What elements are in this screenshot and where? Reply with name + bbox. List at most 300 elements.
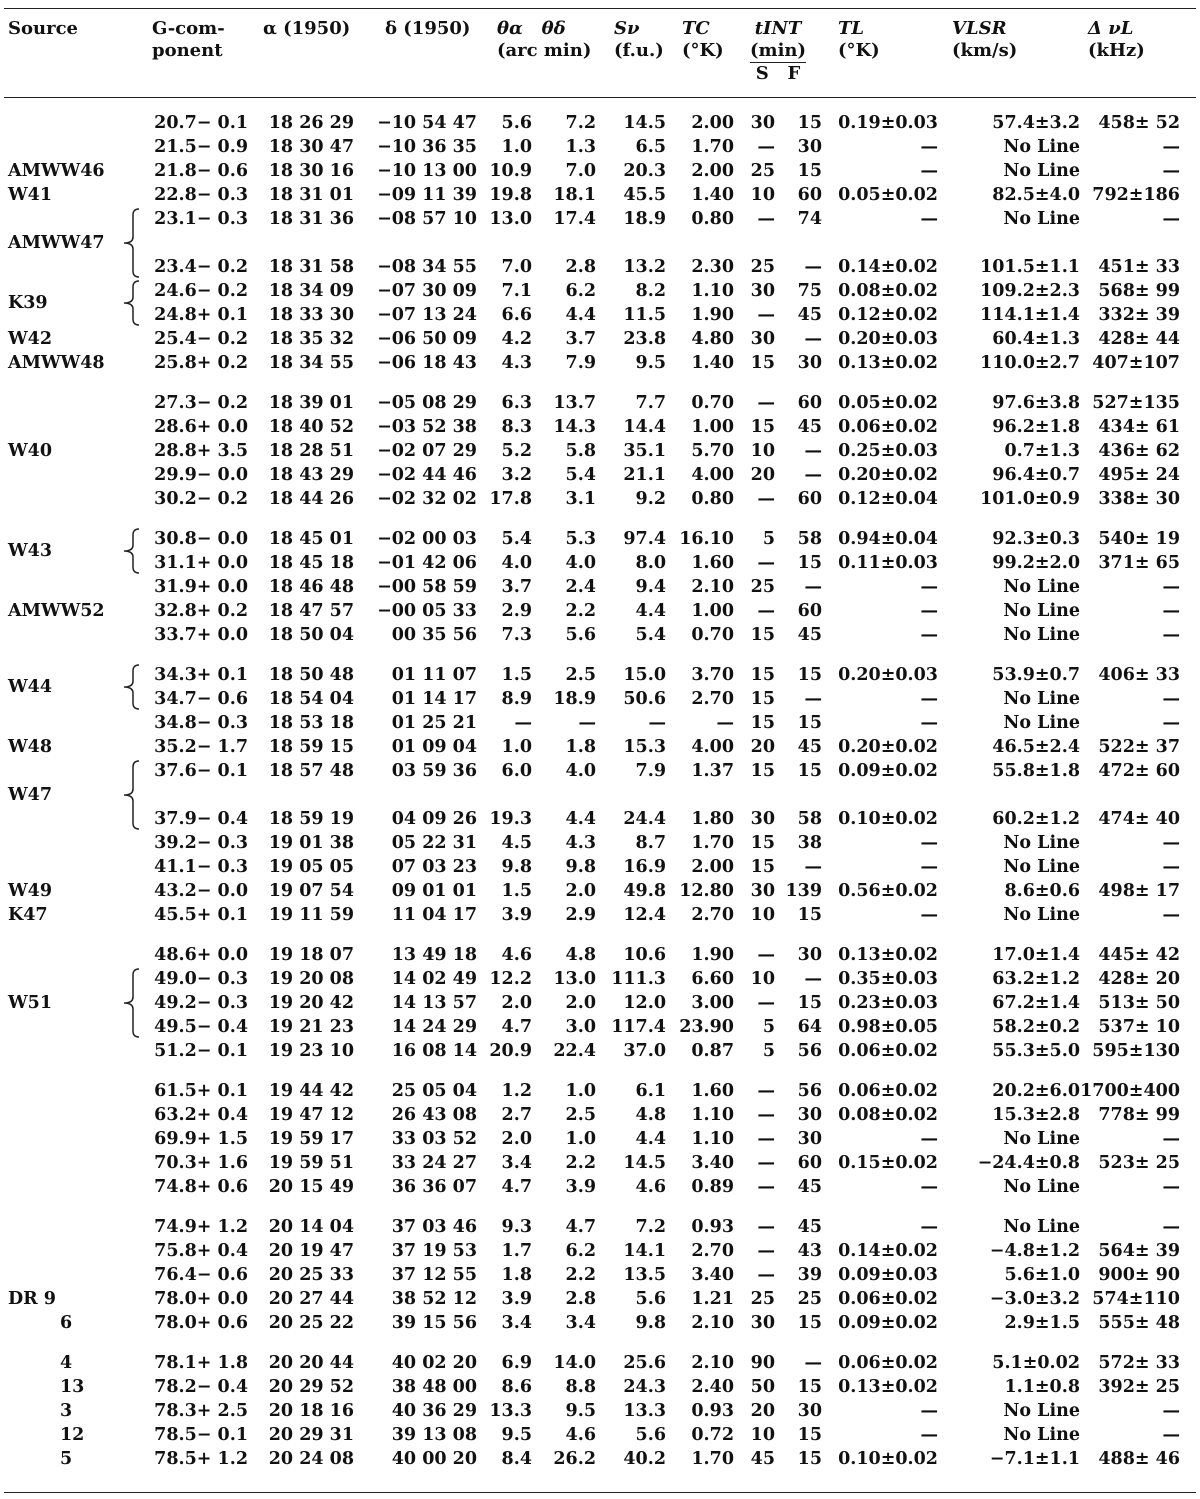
table-cell-tf: 60 <box>797 489 822 509</box>
table-cell-v: No Line <box>1003 577 1080 597</box>
table-cell-s: 9.2 <box>635 489 666 509</box>
table-cell-v: 96.2±1.8 <box>992 417 1080 437</box>
table-cell-s: 11.5 <box>623 305 666 325</box>
brace <box>124 529 139 573</box>
table-cell-td: 2.8 <box>565 1289 596 1309</box>
table-cell-ts: 5 <box>762 1041 775 1061</box>
table-cell-dec: −10 54 47 <box>377 113 477 133</box>
table-cell-tc: 1.40 <box>691 353 734 373</box>
table-cell-ra: 18 44 26 <box>268 489 354 509</box>
table-cell-tc: 3.40 <box>691 1153 734 1173</box>
table-cell-td: 2.0 <box>565 881 596 901</box>
table-cell-ra: 20 19 47 <box>268 1241 354 1261</box>
table-cell-dec: −08 34 55 <box>377 257 477 277</box>
table-cell-tf: — <box>804 441 822 461</box>
source-label: AMWW47 <box>8 233 105 253</box>
table-cell-tc: 3.70 <box>691 665 734 685</box>
table-cell-tl: 0.09±0.03 <box>838 1265 938 1285</box>
table-cell-s: 4.4 <box>635 1129 666 1149</box>
table-cell-tf: 43 <box>797 1241 822 1261</box>
table-cell-ts: — <box>757 1153 775 1173</box>
brace <box>124 969 139 1037</box>
table-cell-ta: 12.2 <box>489 969 532 989</box>
table-cell-tf: 15 <box>797 761 822 781</box>
table-cell-td: 2.5 <box>565 1105 596 1125</box>
table-cell-tc: — <box>716 713 734 733</box>
table-cell-tl: 0.20±0.03 <box>838 329 938 349</box>
table-cell-dec: 01 09 04 <box>391 737 477 757</box>
table-cell-dec: −06 18 43 <box>377 353 477 373</box>
table-cell-ra: 18 46 48 <box>268 577 354 597</box>
table-cell-tf: 15 <box>797 713 822 733</box>
table-cell-tl: 0.12±0.02 <box>838 305 938 325</box>
table-cell-td: 4.6 <box>565 1425 596 1445</box>
table-cell-v: 57.4±3.2 <box>992 113 1080 133</box>
table-cell-td: 9.8 <box>565 857 596 877</box>
header-tc: TC (°K) <box>682 18 724 61</box>
table-cell-dn: — <box>1162 1177 1180 1197</box>
table-cell-ra: 18 39 01 <box>268 393 354 413</box>
table-cell-ra: 20 15 49 <box>268 1177 354 1197</box>
brace <box>124 761 139 829</box>
table-cell-dec: 38 52 12 <box>391 1289 477 1309</box>
table-cell-ts: 25 <box>750 257 775 277</box>
table-cell-tc: 0.70 <box>691 625 734 645</box>
table-cell-ra: 19 20 08 <box>268 969 354 989</box>
table-cell-dn: 564± 39 <box>1098 1241 1180 1261</box>
table-cell-s: 49.8 <box>623 881 666 901</box>
table-cell-ta: 5.4 <box>501 529 532 549</box>
table-cell-s: 6.1 <box>635 1081 666 1101</box>
table-cell-ra: 18 30 16 <box>268 161 354 181</box>
table-cell-dn: 451± 33 <box>1098 257 1180 277</box>
table-cell-dn: — <box>1162 1401 1180 1421</box>
table-cell-td: 2.2 <box>565 1265 596 1285</box>
table-cell-ts: 15 <box>750 713 775 733</box>
table-cell-v: No Line <box>1003 601 1080 621</box>
table-cell-dn: — <box>1162 1129 1180 1149</box>
table-cell-dec: 39 13 08 <box>391 1425 477 1445</box>
table-cell-tl: 0.09±0.02 <box>838 761 938 781</box>
table-cell-g: 31.9+ 0.0 <box>154 577 248 597</box>
table-cell-ta: 4.7 <box>501 1017 532 1037</box>
brace <box>124 665 139 709</box>
source-label: W49 <box>8 881 53 901</box>
table-cell-ts: 10 <box>750 969 775 989</box>
table-cell-tc: 5.70 <box>691 441 734 461</box>
table-cell-tl: 0.35±0.03 <box>838 969 938 989</box>
table-cell-v: 53.9±0.7 <box>992 665 1080 685</box>
table-cell-tc: 6.60 <box>691 969 734 989</box>
table-cell-v: 60.2±1.2 <box>992 809 1080 829</box>
table-cell-dec: −08 57 10 <box>377 209 477 229</box>
table-cell-tc: 1.60 <box>691 1081 734 1101</box>
table-cell-ts: 15 <box>750 833 775 853</box>
table-cell-tc: 0.80 <box>691 489 734 509</box>
table-cell-s: 7.7 <box>635 393 666 413</box>
table-cell-g: 25.4− 0.2 <box>154 329 248 349</box>
table-cell-g: 78.5− 0.1 <box>154 1425 248 1445</box>
table-cell-v: No Line <box>1003 161 1080 181</box>
table-cell-s: 111.3 <box>611 969 666 989</box>
table-cell-tl: — <box>920 1401 938 1421</box>
table-cell-dec: −07 30 09 <box>377 281 477 301</box>
table-cell-tf: 74 <box>797 209 822 229</box>
table-cell-g: 29.9− 0.0 <box>154 465 248 485</box>
table-cell-ts: 15 <box>750 353 775 373</box>
table-cell-tl: — <box>920 161 938 181</box>
table-cell-ta: 8.9 <box>501 689 532 709</box>
table-cell-ra: 18 47 57 <box>268 601 354 621</box>
source-label: W47 <box>8 785 53 805</box>
table-cell-v: 8.6±0.6 <box>1004 881 1080 901</box>
table-cell-s: 25.6 <box>623 1353 666 1373</box>
table-cell-tf: — <box>804 577 822 597</box>
table-cell-td: 1.8 <box>565 737 596 757</box>
table-cell-dec: −02 00 03 <box>377 529 477 549</box>
table-cell-dn: 540± 19 <box>1098 529 1180 549</box>
table-cell-s: 13.3 <box>623 1401 666 1421</box>
table-cell-tf: 45 <box>797 1177 822 1197</box>
table-cell-td: 6.2 <box>565 281 596 301</box>
table-cell-g: 39.2− 0.3 <box>154 833 248 853</box>
table-cell-tc: 1.10 <box>691 1129 734 1149</box>
table-cell-s: 40.2 <box>623 1449 666 1469</box>
table-cell-dec: −10 13 00 <box>377 161 477 181</box>
table-cell-dn: 407±107 <box>1092 353 1180 373</box>
table-cell-tl: 0.06±0.02 <box>838 417 938 437</box>
table-cell-tl: 0.14±0.02 <box>838 1241 938 1261</box>
table-cell-ts: — <box>757 209 775 229</box>
table-cell-dn: — <box>1162 689 1180 709</box>
table-cell-ta: 13.0 <box>489 209 532 229</box>
table-cell-ta: 1.0 <box>501 737 532 757</box>
table-cell-v: No Line <box>1003 137 1080 157</box>
table-cell-tf: 30 <box>797 1129 822 1149</box>
table-cell-ts: 5 <box>762 529 775 549</box>
table-cell-dn: 434± 61 <box>1098 417 1180 437</box>
source-label: W43 <box>8 541 53 561</box>
table-cell-tf: 15 <box>797 1425 822 1445</box>
table-cell-ta: 1.0 <box>501 137 532 157</box>
table-cell-g: 49.2− 0.3 <box>154 993 248 1013</box>
bottom-rule <box>4 1492 1196 1493</box>
table-cell-tc: 4.00 <box>691 737 734 757</box>
table-cell-g: 35.2− 1.7 <box>154 737 248 757</box>
table-cell-dec: 37 12 55 <box>391 1265 477 1285</box>
table-cell-tf: 15 <box>797 1449 822 1469</box>
table-cell-dec: 03 59 36 <box>391 761 477 781</box>
table-cell-dec: 14 13 57 <box>391 993 477 1013</box>
header-alpha: α (1950) <box>263 18 351 39</box>
table-cell-tl: 0.06±0.02 <box>838 1289 938 1309</box>
table-cell-td: 4.0 <box>565 553 596 573</box>
table-cell-g: 51.2− 0.1 <box>154 1041 248 1061</box>
table-cell-td: 7.2 <box>565 113 596 133</box>
table-cell-ta: 5.2 <box>501 441 532 461</box>
table-cell-tc: 2.10 <box>691 577 734 597</box>
table-cell-s: 8.2 <box>635 281 666 301</box>
table-cell-ta: 1.7 <box>501 1241 532 1261</box>
table-cell-ts: — <box>757 393 775 413</box>
table-cell-dn: 527±135 <box>1092 393 1180 413</box>
table-cell-ta: 7.1 <box>501 281 532 301</box>
table-cell-ts: — <box>757 945 775 965</box>
table-cell-tl: — <box>920 625 938 645</box>
table-cell-tf: 39 <box>797 1265 822 1285</box>
table-cell-s: 14.1 <box>623 1241 666 1261</box>
table-cell-tc: 1.10 <box>691 1105 734 1125</box>
table-cell-s: 7.9 <box>635 761 666 781</box>
table-cell-g: 49.5− 0.4 <box>154 1017 248 1037</box>
table-cell-ta: 6.9 <box>501 1353 532 1373</box>
table-cell-ta: 8.6 <box>501 1377 532 1397</box>
table-cell-ts: 15 <box>750 417 775 437</box>
table-cell-tf: 60 <box>797 601 822 621</box>
source-label: DR 9 <box>8 1289 56 1309</box>
table-cell-s: 9.4 <box>635 577 666 597</box>
table-cell-dec: 01 11 07 <box>391 665 477 685</box>
table-cell-ts: — <box>757 1265 775 1285</box>
table-cell-td: 3.1 <box>565 489 596 509</box>
table-cell-tc: 0.70 <box>691 393 734 413</box>
table-cell-ta: 4.2 <box>501 329 532 349</box>
table-cell-td: 4.0 <box>565 761 596 781</box>
table-cell-dec: 11 04 17 <box>391 905 477 925</box>
table-cell-ts: 5 <box>762 1017 775 1037</box>
table-cell-dn: 523± 25 <box>1098 1153 1180 1173</box>
table-cell-dn: — <box>1162 713 1180 733</box>
table-cell-s: 24.4 <box>623 809 666 829</box>
table-cell-td: 7.0 <box>565 161 596 181</box>
table-cell-tc: 1.90 <box>691 305 734 325</box>
table-cell-ra: 18 43 29 <box>268 465 354 485</box>
table-cell-ts: 25 <box>750 577 775 597</box>
table-cell-td: 22.4 <box>553 1041 596 1061</box>
table-cell-v: 97.6±3.8 <box>992 393 1080 413</box>
table-cell-dn: 537± 10 <box>1098 1017 1180 1037</box>
table-cell-dec: 07 03 23 <box>391 857 477 877</box>
table-cell-ta: 3.4 <box>501 1313 532 1333</box>
table-cell-tf: 56 <box>797 1041 822 1061</box>
table-cell-ta: 9.3 <box>501 1217 532 1237</box>
table-cell-ra: 19 01 38 <box>268 833 354 853</box>
table-cell-s: 4.6 <box>635 1177 666 1197</box>
table-cell-td: 17.4 <box>553 209 596 229</box>
table-cell-ra: 18 34 09 <box>268 281 354 301</box>
table-cell-tf: 75 <box>797 281 822 301</box>
table-cell-ra: 18 35 32 <box>268 329 354 349</box>
table-cell-dn: 513± 50 <box>1098 993 1180 1013</box>
table-cell-td: 4.4 <box>565 305 596 325</box>
table-cell-td: — <box>578 713 596 733</box>
table-cell-tf: 64 <box>797 1017 822 1037</box>
table-cell-v: 5.6±1.0 <box>1004 1265 1080 1285</box>
table-cell-ts: 45 <box>750 1449 775 1469</box>
table-cell-g: 74.9+ 1.2 <box>154 1217 248 1237</box>
table-cell-s: 9.8 <box>635 1313 666 1333</box>
table-cell-tf: — <box>804 857 822 877</box>
table-cell-ts: — <box>757 601 775 621</box>
table-cell-s: 13.2 <box>623 257 666 277</box>
table-cell-td: 4.7 <box>565 1217 596 1237</box>
table-cell-tl: 0.06±0.02 <box>838 1353 938 1373</box>
table-cell-ta: 7.3 <box>501 625 532 645</box>
table-cell-ts: — <box>757 553 775 573</box>
table-cell-td: 8.8 <box>565 1377 596 1397</box>
table-cell-dn: — <box>1162 833 1180 853</box>
table-cell-v: 2.9±1.5 <box>1004 1313 1080 1333</box>
table-cell-ta: 5.6 <box>501 113 532 133</box>
table-cell-ta: — <box>514 713 532 733</box>
header-gcomp: G-com- ponent <box>152 18 225 61</box>
table-cell-dn: — <box>1162 1217 1180 1237</box>
table-cell-tc: 2.10 <box>691 1313 734 1333</box>
table-cell-ra: 18 54 04 <box>268 689 354 709</box>
table-cell-dec: 01 14 17 <box>391 689 477 709</box>
table-cell-ra: 19 20 42 <box>268 993 354 1013</box>
table-cell-tf: 45 <box>797 417 822 437</box>
table-cell-ta: 3.4 <box>501 1153 532 1173</box>
table-cell-tc: 2.00 <box>691 113 734 133</box>
table-cell-s: 21.1 <box>623 465 666 485</box>
table-cell-dn: 595±130 <box>1092 1041 1180 1061</box>
table-cell-g: 30.8− 0.0 <box>154 529 248 549</box>
table-cell-ta: 8.3 <box>501 417 532 437</box>
table-cell-v: 55.8±1.8 <box>992 761 1080 781</box>
table-cell-tc: 2.00 <box>691 857 734 877</box>
table-cell-ts: — <box>757 305 775 325</box>
table-cell-tc: 4.80 <box>691 329 734 349</box>
table-cell-dec: 14 02 49 <box>391 969 477 989</box>
table-cell-ra: 18 26 29 <box>268 113 354 133</box>
table-cell-ra: 20 18 16 <box>268 1401 354 1421</box>
table-cell-dec: −02 07 29 <box>377 441 477 461</box>
table-cell-s: 24.3 <box>623 1377 666 1397</box>
table-cell-s: 37.0 <box>623 1041 666 1061</box>
table-cell-tc: 3.40 <box>691 1265 734 1285</box>
table-cell-g: 27.3− 0.2 <box>154 393 248 413</box>
table-cell-tl: 0.06±0.02 <box>838 1081 938 1101</box>
table-cell-v: 17.0±1.4 <box>992 945 1080 965</box>
table-cell-ra: 19 23 10 <box>268 1041 354 1061</box>
table-cell-tc: 2.70 <box>691 1241 734 1261</box>
table-cell-dn: 522± 37 <box>1098 737 1180 757</box>
table-cell-dec: 04 09 26 <box>391 809 477 829</box>
source-label: 3 <box>60 1401 73 1421</box>
table-cell-ra: 18 31 01 <box>268 185 354 205</box>
table-cell-ta: 9.8 <box>501 857 532 877</box>
table-cell-v: 55.3±5.0 <box>992 1041 1080 1061</box>
table-cell-dn: 371± 65 <box>1098 553 1180 573</box>
table-cell-tf: 45 <box>797 625 822 645</box>
table-cell-dec: 40 02 20 <box>391 1353 477 1373</box>
table-cell-g: 33.7+ 0.0 <box>154 625 248 645</box>
table-cell-dec: 40 00 20 <box>391 1449 477 1469</box>
table-cell-ts: 30 <box>750 1313 775 1333</box>
table-cell-ra: 19 21 23 <box>268 1017 354 1037</box>
table-cell-tc: 1.70 <box>691 137 734 157</box>
table-cell-ra: 19 18 07 <box>268 945 354 965</box>
table-cell-ra: 18 28 51 <box>268 441 354 461</box>
table-cell-tl: 0.11±0.03 <box>838 553 938 573</box>
table-cell-tc: 0.89 <box>691 1177 734 1197</box>
table-cell-tc: 1.10 <box>691 281 734 301</box>
table-cell-s: 14.5 <box>623 113 666 133</box>
table-cell-tc: 2.00 <box>691 161 734 181</box>
table-cell-g: 21.5− 0.9 <box>154 137 248 157</box>
table-cell-tf: 15 <box>797 905 822 925</box>
table-cell-g: 41.1− 0.3 <box>154 857 248 877</box>
table-cell-td: 2.8 <box>565 257 596 277</box>
table-cell-dn: 406± 33 <box>1098 665 1180 685</box>
table-cell-ra: 18 31 58 <box>268 257 354 277</box>
table-cell-ta: 4.3 <box>501 353 532 373</box>
table-cell-dn: — <box>1162 625 1180 645</box>
table-cell-dec: 37 19 53 <box>391 1241 477 1261</box>
table-cell-ra: 20 24 08 <box>268 1449 354 1469</box>
table-cell-dn: 574±110 <box>1092 1289 1180 1309</box>
table-cell-ra: 20 29 31 <box>268 1425 354 1445</box>
table-cell-ts: 25 <box>750 1289 775 1309</box>
table-cell-td: 5.6 <box>565 625 596 645</box>
table-cell-tc: 3.00 <box>691 993 734 1013</box>
table-cell-ts: — <box>757 137 775 157</box>
table-cell-ts: 15 <box>750 689 775 709</box>
table-cell-v: 63.2±1.2 <box>992 969 1080 989</box>
table-cell-ra: 19 59 51 <box>268 1153 354 1173</box>
table-cell-tf: 15 <box>797 553 822 573</box>
table-cell-tf: — <box>804 257 822 277</box>
table-cell-td: 2.9 <box>565 905 596 925</box>
table-cell-tc: 2.30 <box>691 257 734 277</box>
table-cell-tc: 1.90 <box>691 945 734 965</box>
table-cell-v: No Line <box>1003 833 1080 853</box>
table-cell-dn: 392± 25 <box>1098 1377 1180 1397</box>
table-cell-ts: 50 <box>750 1377 775 1397</box>
table-cell-tl: 0.13±0.02 <box>838 945 938 965</box>
table-cell-tl: — <box>920 833 938 853</box>
table-cell-ts: 25 <box>750 161 775 181</box>
table-cell-v: No Line <box>1003 1425 1080 1445</box>
header-dnu: Δ νL (kHz) <box>1088 18 1145 61</box>
table-cell-ts: 30 <box>750 113 775 133</box>
table-cell-g: 24.8+ 0.1 <box>154 305 248 325</box>
table-cell-ta: 20.9 <box>489 1041 532 1061</box>
table-cell-ts: 30 <box>750 281 775 301</box>
table-cell-td: 7.9 <box>565 353 596 373</box>
table-cell-dn: 474± 40 <box>1098 809 1180 829</box>
source-label: K39 <box>8 293 48 313</box>
table-cell-tl: 0.15±0.02 <box>838 1153 938 1173</box>
table-cell-tl: 0.08±0.02 <box>838 281 938 301</box>
table-cell-ta: 19.8 <box>489 185 532 205</box>
table-cell-dn: 498± 17 <box>1098 881 1180 901</box>
table-cell-dec: 13 49 18 <box>391 945 477 965</box>
table-cell-dec: −02 44 46 <box>377 465 477 485</box>
table-cell-v: 96.4±0.7 <box>992 465 1080 485</box>
table-cell-ts: 20 <box>750 1401 775 1421</box>
table-cell-dec: −00 58 59 <box>377 577 477 597</box>
table-cell-ra: 18 40 52 <box>268 417 354 437</box>
table-cell-ra: 18 59 19 <box>268 809 354 829</box>
table-cell-g: 25.8+ 0.2 <box>154 353 248 373</box>
table-cell-s: 4.8 <box>635 1105 666 1125</box>
table-cell-v: 67.2±1.4 <box>992 993 1080 1013</box>
table-cell-td: 13.7 <box>553 393 596 413</box>
table-cell-tl: — <box>920 713 938 733</box>
table-cell-tf: 15 <box>797 665 822 685</box>
